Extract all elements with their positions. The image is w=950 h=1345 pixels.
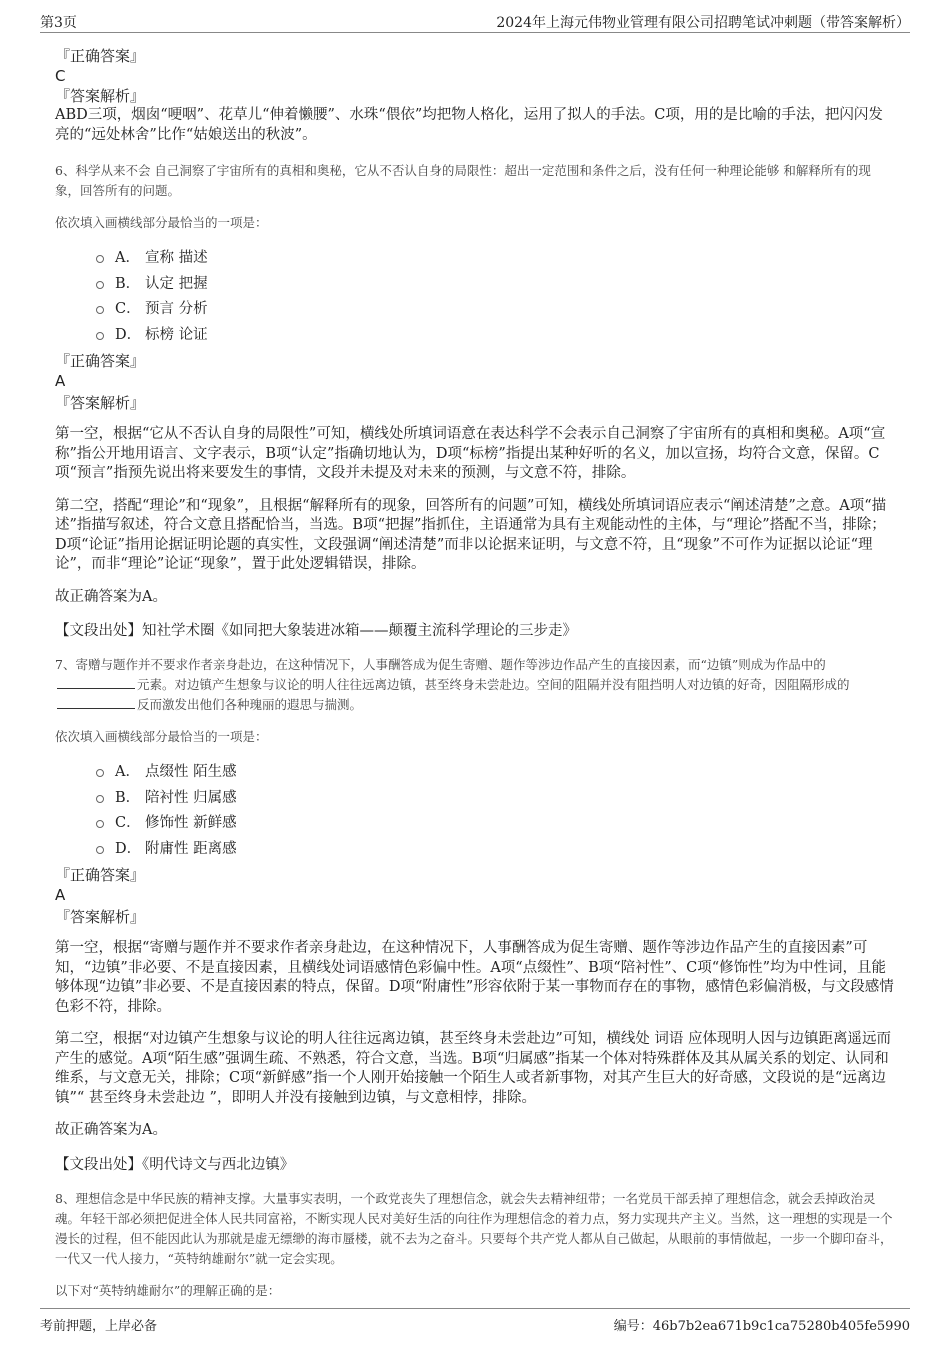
question-prompt: 依次填入画横线部分最恰当的一项是： bbox=[55, 215, 268, 230]
analysis-paragraph-1: 第一空，根据“它从不否认自身的局限性”可知，横线处所填词语意在表达科学不会表示自己洞察了宇宙所有的真相和奥秘。A项“宣称”指公开地用语言、文字表示，B项“认定”指确切地认为，D项“标榜”指提出某种好听的名义，加以宣扬，均符合文意，保留。C项“预言”指预先说出将来要发生的事情，文段并未提及对未来的预测，与文意不符，排除。 bbox=[55, 426, 886, 481]
correct-answer: A bbox=[55, 372, 66, 390]
option-a[interactable]: A． 宣称 描述 bbox=[55, 248, 895, 274]
correct-answer: C bbox=[55, 67, 66, 85]
answer-label: 『正确答案』 bbox=[55, 866, 146, 884]
radio-icon[interactable] bbox=[96, 795, 104, 803]
radio-icon[interactable] bbox=[96, 332, 104, 340]
fill-blank bbox=[57, 696, 135, 709]
analysis-label: 『答案解析』 bbox=[55, 394, 146, 412]
option-d[interactable]: D． 附庸性 距离感 bbox=[55, 839, 895, 865]
page-header bbox=[40, 10, 910, 33]
analysis-paragraph-2: 第二空，根据“对边镇产生想象与议论的明人往往远离边镇，甚至终身未尝赴边”可知，横线处 词语 应体现明人因与边镇距离遥远而产生的感觉。A项“陌生感”强调生疏、不熟悉，符合文意，当选。B项“归属感”指某一个体对特殊群体及其从属关系的划定、认同和维系，与文意无关，排除；C项“新鲜感”指一个人刚开始接触一个陌生人或者新事物，对其产生巨大的好奇感，文段说的是“远离边镇”“ 甚至终身未尝赴边 ”，即明人并没有接触到边镇，与文意相悖，排除。 bbox=[55, 1031, 892, 1106]
question-prompt: 依次填入画横线部分最恰当的一项是： bbox=[55, 729, 268, 744]
analysis-text: ABD三项，烟囱“哽咽”、花草儿“伸着懒腰”、水珠“偎依”均把物人格化，运用了拟人的手法。C项，用的是比喻的手法，把闪闪发亮的“远处林舍”比作“姑娘送出的秋波”。 bbox=[55, 107, 883, 143]
option-list bbox=[55, 248, 895, 350]
analysis-paragraph-1: 第一空，根据“寄赠与题作并不要求作者亲身赴边，在这种情况下，人事酬答成为促生寄赠、题作等涉边作品产生的直接因素”可知，“边镇”非必要、不是直接因素，且横线处词语感情色彩偏中性。A项“点缀性”、B项“陪衬性”、C项“修饰性”均为中性词，且能够体现“边镇”非必要、不是直接因素的特点，保留。D项“附庸性”形容依附于某一事物而存在的事物，感情色彩偏消极，与文段感情色彩不符，排除。 bbox=[55, 940, 894, 1015]
page-number: 第3页 bbox=[40, 15, 77, 31]
analysis-label: 『答案解析』 bbox=[55, 87, 146, 105]
question-prompt: 以下对“英特纳雄耐尔”的理解正确的是： bbox=[55, 1282, 281, 1298]
option-c[interactable]: C． 预言 分析 bbox=[55, 299, 895, 325]
answer-label: 『正确答案』 bbox=[55, 352, 146, 370]
radio-icon[interactable] bbox=[96, 281, 104, 289]
conclusion: 故正确答案为A。 bbox=[55, 1122, 167, 1138]
fill-blank bbox=[57, 676, 135, 689]
option-b[interactable]: B． 认定 把握 bbox=[55, 274, 895, 300]
option-b[interactable]: B． 陪衬性 归属感 bbox=[55, 788, 895, 814]
option-list bbox=[55, 762, 895, 864]
question-6 bbox=[55, 161, 895, 641]
question-8 bbox=[55, 1189, 895, 1300]
radio-icon[interactable] bbox=[96, 769, 104, 777]
analysis-paragraph-2: 第二空，搭配“理论”和“现象”，且根据“解释所有的现象，回答所有的问题”可知，横线处所填词语应表示“阐述清楚”之意。A项“描述”指描写叙述，符合文意且搭配恰当，当选。B项“把握”指抓住，主语通常为具有主观能动性的主体，与“理论”搭配不当，排除；D项“论证”指用论据证明论题的真实性，文段强调“阐述清楚”而非以论据来证明，与文意不符，且“现象”不可作为证据以论证“理论”，而非“理论”论证“现象”，置于此处逻辑错误，排除。 bbox=[55, 497, 887, 572]
option-d[interactable]: D． 标榜 论证 bbox=[55, 325, 895, 351]
analysis-label: 『答案解析』 bbox=[55, 908, 146, 926]
radio-icon[interactable] bbox=[96, 820, 104, 828]
question-stem: 7、寄赠与题作并不要求作者亲身赴边，在这种情况下，人事酬答成为促生寄赠、题作等涉边作品产生的直接因素，而“边镇”则成为作品中的元素。对边镇产生想象与议论的明人往往远离边镇，甚至终身未尝赴边。空间的阻隔并没有阻挡明人对边镇的好奇，因阻隔形成的反而激发出他们各种瑰丽的遐思与揣测。 bbox=[55, 657, 850, 712]
document-title: 2024年上海元伟物业管理有限公司招聘笔试冲刺题（带答案解析） bbox=[496, 15, 910, 31]
correct-answer: A bbox=[55, 886, 66, 904]
page-footer bbox=[40, 1308, 910, 1339]
conclusion: 故正确答案为A。 bbox=[55, 588, 167, 605]
source-citation: 【文段出处】《明代诗文与西北边镇》 bbox=[55, 1156, 295, 1173]
question-stem: 8、理想信念是中华民族的精神支撑。大量事实表明，一个政党丧失了理想信念，就会失去精神纽带；一名党员干部丢掉了理想信念，就会丢掉政治灵魂。年轻干部必须把促进全体人民共同富裕，不断实现人民对美好生活的向往作为理想信念的着力点，努力实现共产主义。当然，这一理想的实现是一个漫长的过程，但不能因此认为那就是虚无缥缈的海市蜃楼，就不去为之奋斗。只要每个共产党人都从自己做起，从眼前的事情做起，一步一个脚印奋斗，一代又一代人接力，“英特纳雄耐尔”就一定会实现。 bbox=[55, 1190, 893, 1266]
question-7 bbox=[55, 655, 895, 1175]
radio-icon[interactable] bbox=[96, 255, 104, 263]
answer-label: 『正确答案』 bbox=[55, 47, 146, 65]
document-code: 编号：46b7b2ea671b9c1ca75280b405fe5990 bbox=[613, 1319, 910, 1334]
option-c[interactable]: C． 修饰性 新鲜感 bbox=[55, 813, 895, 839]
option-a[interactable]: A． 点缀性 陌生感 bbox=[55, 762, 895, 788]
footer-motto: 考前押题，上岸必备 bbox=[40, 1319, 158, 1334]
radio-icon[interactable] bbox=[96, 306, 104, 314]
page-content bbox=[55, 47, 895, 1300]
source-citation: 【文段出处】知社学术圈《如同把大象装进冰箱——颠覆主流科学理论的三步走》 bbox=[55, 623, 577, 639]
question-5-answer-block bbox=[55, 47, 895, 145]
question-stem: 6、科学从来不会 自己洞察了宇宙所有的真相和奥秘，它从不否认自身的局限性：超出一定范围和条件之后，没有任何一种理论能够 和解释所有的现象，回答所有的问题。 bbox=[55, 163, 871, 198]
radio-icon[interactable] bbox=[96, 846, 104, 854]
